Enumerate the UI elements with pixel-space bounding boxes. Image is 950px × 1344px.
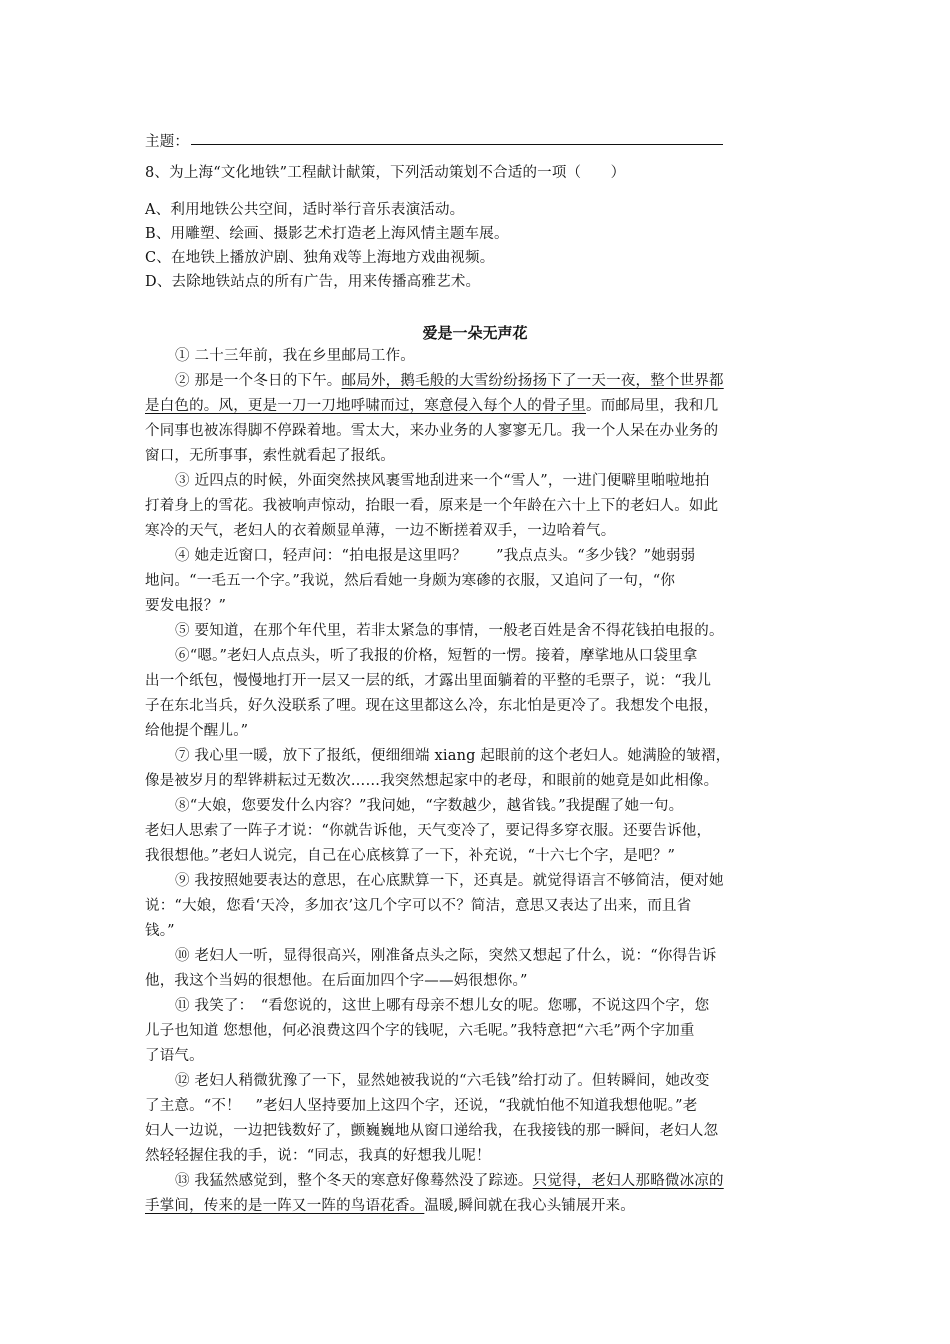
para-12-line-2: 了主意。“不！ ”老妇人坚持要加上这四个字，还说，“我就怕他不知道我想他呢。”老 bbox=[145, 1098, 698, 1114]
para-4-line-2: 地问。“一毛五一个字。”我说，然后看她一身颇为寒碜的衣服，又追问了一句，“你 bbox=[145, 573, 676, 589]
para-2-line-1 bbox=[175, 371, 724, 391]
para-6-line-3: 子在东北当兵，好久没联系了哩。现在这里都这么冷，东北怕是更冷了。我想发个电报， bbox=[145, 698, 719, 714]
para-2-mid: 。而邮局里，我和几 bbox=[586, 398, 719, 414]
para-2-start: ② 那是一个冬日的下午。 bbox=[175, 373, 342, 389]
para-12-line-4: 然轻轻握住我的手，说：“同志，我真的好想我儿呢！ bbox=[145, 1148, 491, 1164]
underlined-sentence-1a: 邮局外，鹅毛般的大雪纷纷扬扬下了一天一夜，整个世界都 bbox=[341, 373, 724, 389]
para-13-line-1 bbox=[175, 1171, 724, 1191]
para-12-line-1: ⑫ 老妇人稍微犹豫了一下，显然她被我说的“六毛钱”给打动了。但转瞬间，她改变 bbox=[175, 1073, 710, 1089]
para-4-line-1: ④ 她走近窗口，轻声问：“拍电报是这里吗？ ”我点点头。“多少钱？”她弱弱 bbox=[175, 548, 696, 564]
para-10-line-2: 他，我这个当妈的很想他。在后面加四个字——妈很想你。” bbox=[145, 973, 528, 989]
para-6-line-4: 给他提个醒儿。” bbox=[145, 723, 249, 739]
para-3-line-2: 打着身上的雪花。我被响声惊动，抬眼一看，原来是一个年龄在六十上下的老妇人。如此 bbox=[145, 498, 719, 514]
para-12-line-3: 妇人一边说，一边把钱数好了，颤巍巍地从窗口递给我，在我接钱的那一瞬间，老妇人忽 bbox=[145, 1123, 719, 1139]
para-13-end: 温暖,瞬间就在我心头铺展开来。 bbox=[424, 1198, 635, 1214]
para-11-line-3: 了语气。 bbox=[145, 1048, 204, 1064]
underlined-sentence-2b: 手掌间，传来的是一阵又一阵的鸟语花香。 bbox=[145, 1198, 425, 1214]
para-1: ① 二十三年前，我在乡里邮局工作。 bbox=[175, 348, 416, 364]
para-9-line-2: 说：“大娘，您看‘天冷，多加衣’这几个字可以不？简洁，意思又表达了出来，而且省 bbox=[145, 898, 692, 914]
question-8-stem: 8、为上海“文化地铁”工程献计献策，下列活动策划不合适的一项（ ） bbox=[145, 165, 626, 181]
theme-answer-blank[interactable] bbox=[191, 144, 723, 145]
para-13-start: ⑬ 我猛然感觉到，整个冬天的寒意好像蓦然没了踪迹。 bbox=[175, 1173, 533, 1189]
para-11-line-1: ⑪ 我笑了： “看您说的，这世上哪有母亲不想儿女的呢。您哪，不说这四个字，您 bbox=[175, 998, 710, 1014]
para-3-line-3: 寒冷的天气，老妇人的衣着颇显单薄，一边不断搓着双手，一边哈着气。 bbox=[145, 523, 616, 539]
para-2-line-4: 窗口，无所事事，索性就看起了报纸。 bbox=[145, 448, 395, 464]
para-8-line-2: 老妇人思索了一阵子才说：“你就告诉他，天气变冷了，要记得多穿衣服。还要告诉他， bbox=[145, 823, 712, 839]
para-4-line-3: 要发电报？” bbox=[145, 598, 227, 614]
para-2-line-3: 个同事也被冻得脚不停跺着地。雪太大，来办业务的人寥寥无几。我一个人呆在办业务的 bbox=[145, 423, 719, 439]
para-7-line-2: 像是被岁月的犁铧耕耘过无数次……我突然想起家中的老母，和眼前的她竟是如此相像。 bbox=[145, 773, 719, 789]
para-7-line-1: ⑦ 我心里一暖，放下了报纸，便细细端 xiang 起眼前的这个老妇人。她满脸的皱褶， bbox=[175, 748, 731, 764]
para-6-line-2: 出一个纸包，慢慢地打开一层又一层的纸，才露出里面躺着的平整的毛票子，说：“我儿 bbox=[145, 673, 712, 689]
option-b: B、用雕塑、绘画、摄影艺术打造老上海风情主题车展。 bbox=[145, 226, 509, 242]
underlined-sentence-1b: 是白色的。风，更是一刀一刀地呼啸而过，寒意侵入每个人的骨子里 bbox=[145, 398, 586, 414]
para-8-line-1: ⑧“大娘，您要发什么内容？”我问她，“字数越少，越省钱。”我提醒了她一句。 bbox=[175, 798, 684, 814]
para-9-line-1: ⑨ 我按照她要表达的意思，在心底默算一下，还真是。就觉得语言不够简洁，便对她 bbox=[175, 873, 724, 889]
para-10-line-1: ⑩ 老妇人一听，显得很高兴，刚准备点头之际，突然又想起了什么，说：“你得告诉 bbox=[175, 948, 717, 964]
underlined-sentence-2a: 只觉得，老妇人那略微冰凉的 bbox=[532, 1173, 724, 1189]
para-8-line-3: 我很想他。”老妇人说完，自己在心底核算了一下，补充说，“十六七个字，是吧？” bbox=[145, 848, 676, 864]
para-11-line-2: 儿子也知道 您想他，何必浪费这四个字的钱呢，六毛呢。”我特意把“六毛”两个字加重 bbox=[145, 1023, 695, 1039]
option-c: C、在地铁上播放沪剧、独角戏等上海地方戏曲视频。 bbox=[145, 250, 495, 266]
para-2-line-2 bbox=[145, 396, 718, 416]
option-a: A、利用地铁公共空间，适时举行音乐表演活动。 bbox=[145, 202, 465, 218]
para-3-line-1: ③ 近四点的时候，外面突然挟风裹雪地刮进来一个“雪人”，一进门便噼里啪啦地拍 bbox=[175, 473, 710, 489]
para-9-line-3: 钱。” bbox=[145, 923, 175, 939]
option-d: D、去除地铁站点的所有广告，用来传播高雅艺术。 bbox=[145, 274, 481, 290]
para-5: ⑤ 要知道，在那个年代里，若非太紧急的事情，一般老百姓是舍不得花钱拍电报的。 bbox=[175, 623, 724, 639]
para-6-line-1: ⑥“嗯。”老妇人点点头，听了我报的价格，短暂的一愣。接着，摩挲地从口袋里拿 bbox=[175, 648, 698, 664]
para-13-line-2 bbox=[145, 1196, 635, 1216]
article-title: 爱是一朵无声花 bbox=[422, 324, 528, 342]
theme-label: 主题： bbox=[145, 134, 190, 150]
